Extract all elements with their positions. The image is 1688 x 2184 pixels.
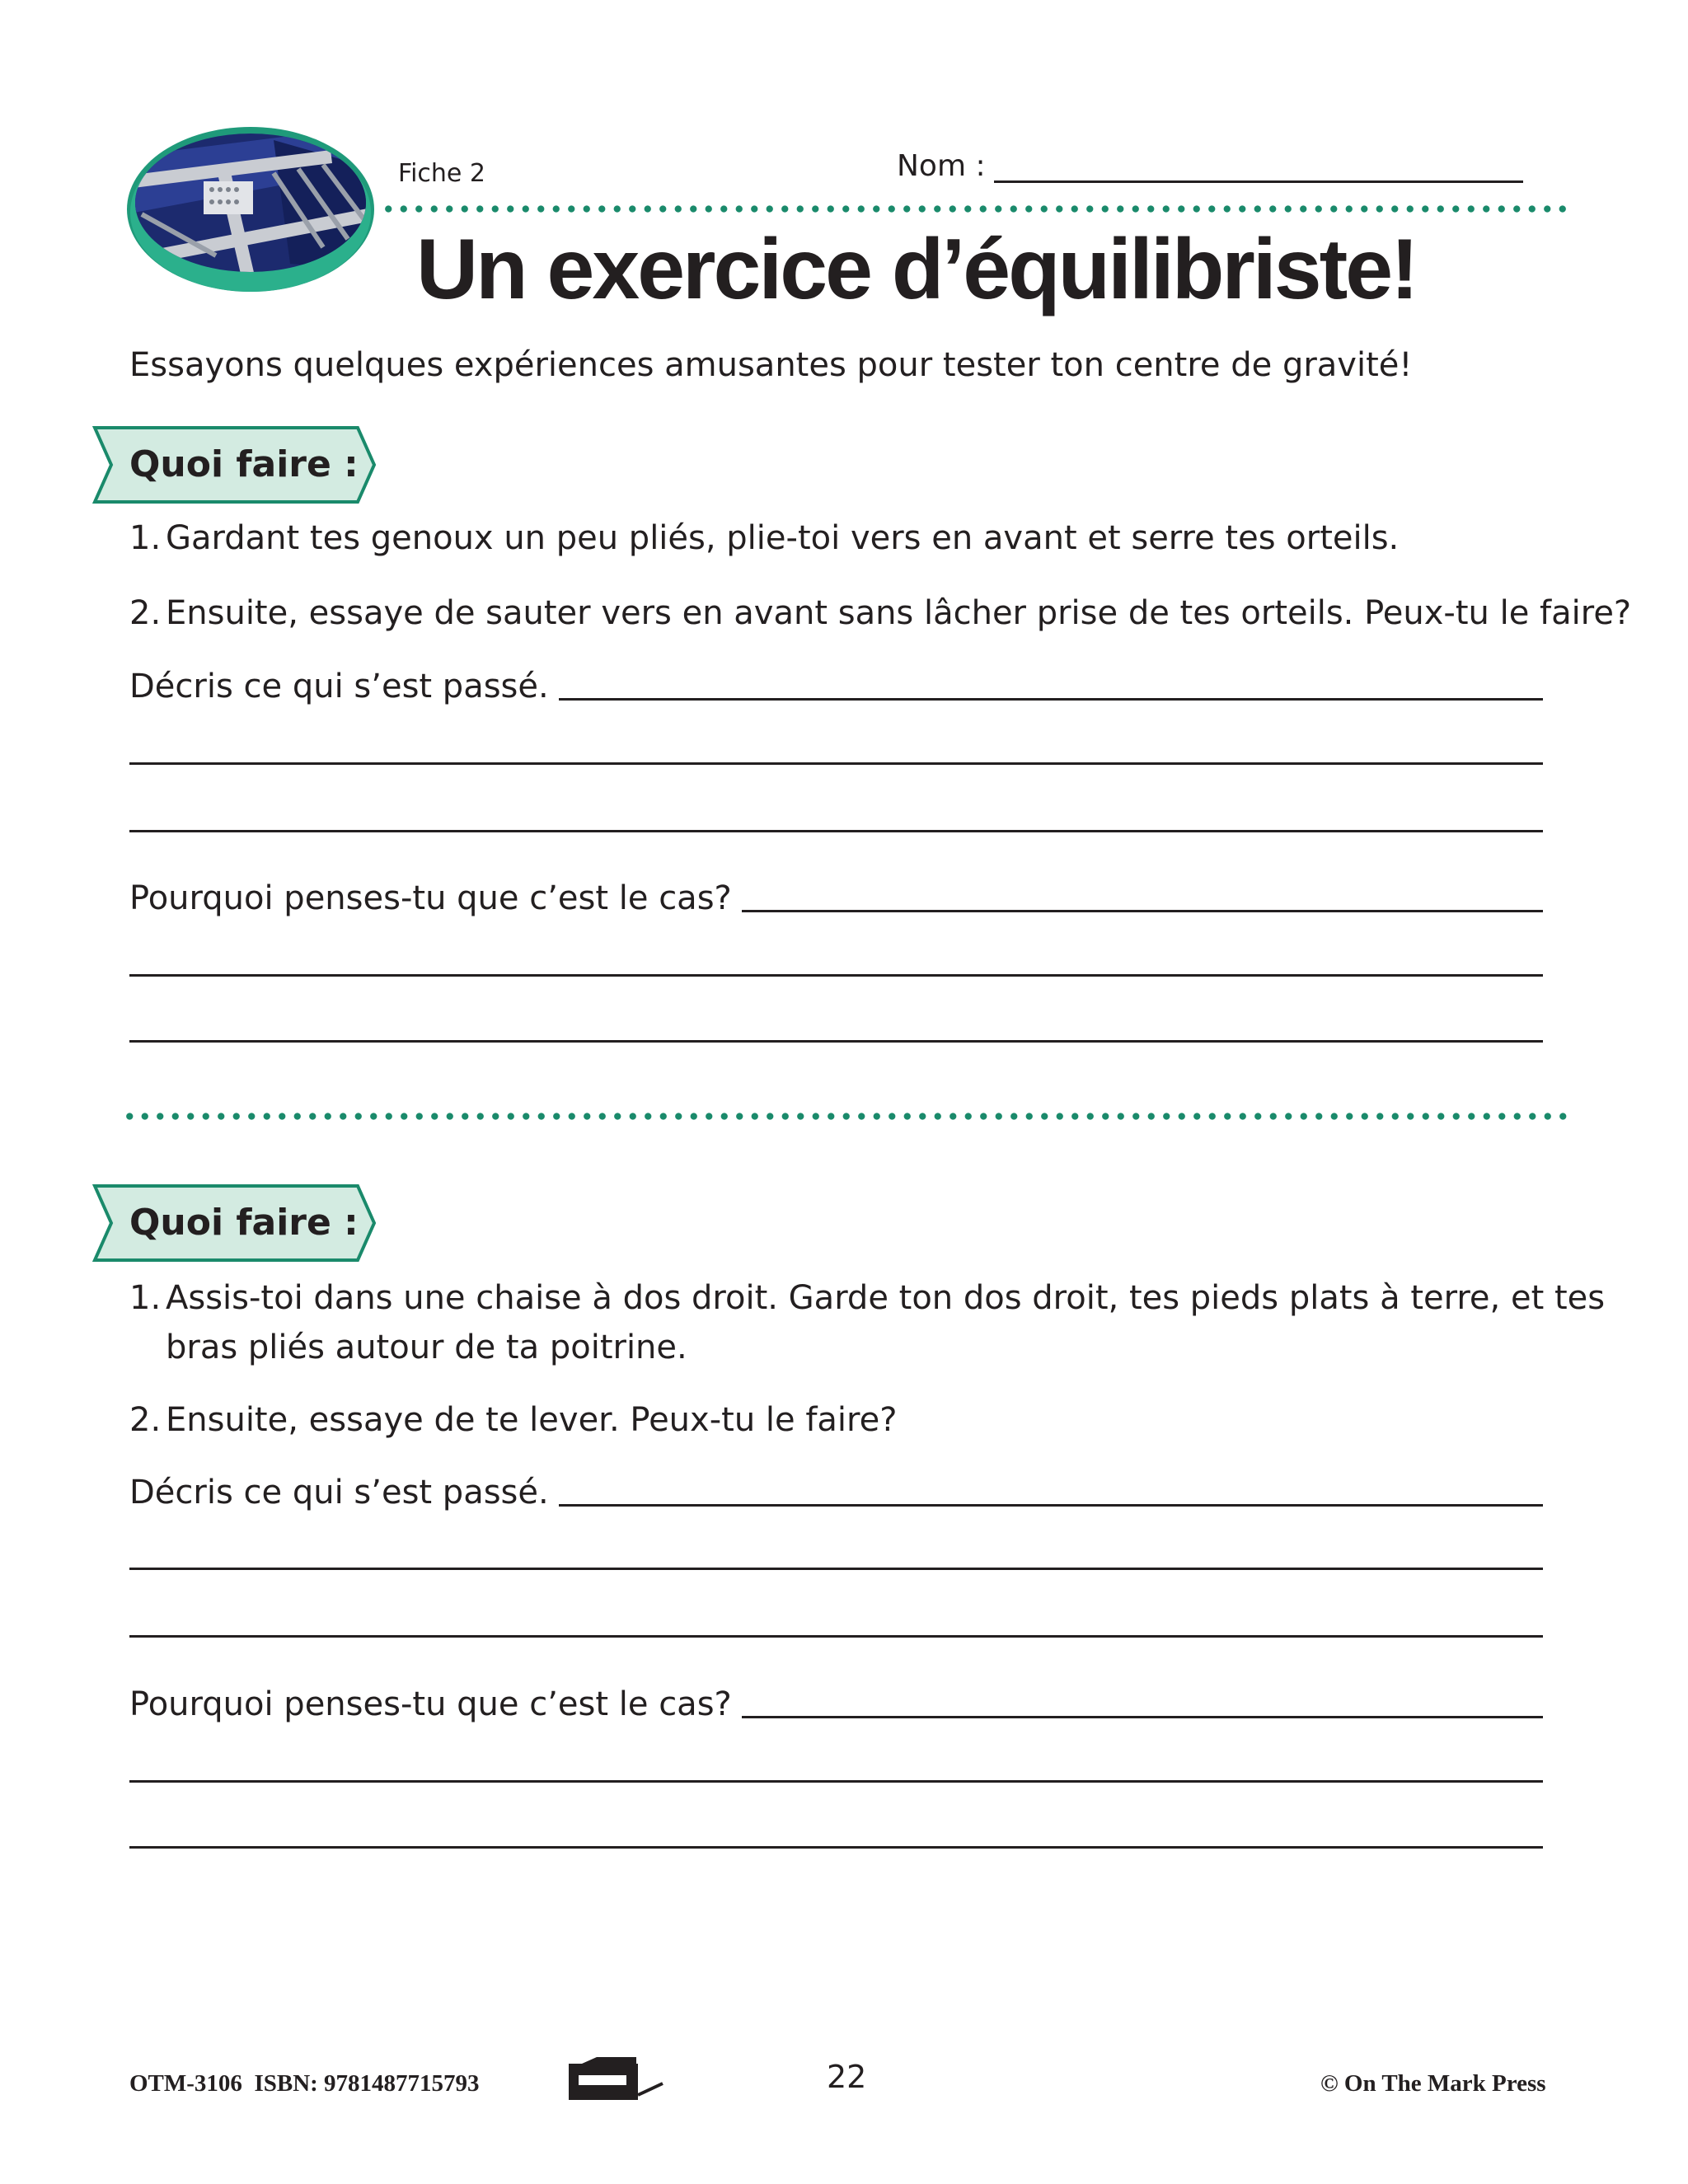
answer-line[interactable] (129, 1040, 1543, 1043)
describe-answer-field[interactable] (129, 663, 1543, 705)
product-code: OTM-3106 (129, 2070, 242, 2097)
step-number: 1. (129, 1279, 162, 1317)
copyright: © On The Mark Press (1320, 2070, 1546, 2097)
answer-line[interactable] (742, 910, 1543, 912)
answer-line[interactable] (559, 698, 1543, 701)
step-text: Gardant tes genoux un peu pliés, plie-toi vers en avant et serre tes orteils. (166, 519, 1400, 557)
page-title: Un exercice d’équilibriste! (416, 222, 1417, 317)
sheet-label: Fiche 2 (398, 159, 485, 188)
step-number: 2. (129, 1401, 162, 1439)
step-1 (129, 519, 1399, 557)
header-dotted-divider (381, 205, 1568, 213)
step-1 (129, 1279, 1605, 1317)
answer-line[interactable] (129, 1846, 1543, 1849)
section-heading: Quoi faire : (129, 443, 359, 485)
answer-line[interactable] (742, 1716, 1543, 1718)
step-number: 2. (129, 594, 162, 632)
step-1-continued: bras pliés autour de ta poitrine. (166, 1329, 687, 1366)
section-heading: Quoi faire : (129, 1202, 359, 1244)
why-prompt: Pourquoi penses-tu que c’est le cas? (129, 879, 732, 917)
footer-product-info (129, 2070, 480, 2097)
describe-prompt: Décris ce qui s’est passé. (129, 668, 549, 705)
step-2 (129, 594, 1631, 632)
isbn: ISBN: 9781487715793 (254, 2070, 480, 2097)
describe-prompt: Décris ce qui s’est passé. (129, 1474, 549, 1511)
bridge-truss-photo-icon (125, 124, 389, 305)
name-label: Nom : (897, 149, 986, 183)
answer-line[interactable] (129, 1568, 1543, 1570)
step-text: Assis-toi dans une chaise à dos droit. Garde ton dos droit, tes pieds plats à terre, et tes (166, 1279, 1606, 1317)
name-field[interactable] (897, 149, 1523, 183)
photocopier-icon (567, 2057, 664, 2105)
step-text: Ensuite, essaye de sauter vers en avant sans lâcher prise de tes orteils. Peux-tu le faire? (166, 594, 1632, 632)
answer-line[interactable] (559, 1504, 1543, 1507)
answer-line[interactable] (129, 762, 1543, 765)
answer-line[interactable] (129, 974, 1543, 977)
describe-answer-field[interactable] (129, 1469, 1543, 1511)
why-answer-field[interactable] (129, 1680, 1543, 1723)
why-prompt: Pourquoi penses-tu que c’est le cas? (129, 1685, 732, 1723)
answer-line[interactable] (129, 1635, 1543, 1638)
answer-line[interactable] (129, 830, 1543, 832)
intro-text: Essayons quelques expériences amusantes pour tester ton centre de gravité! (129, 346, 1413, 384)
section-heading-tag (92, 425, 377, 504)
why-answer-field[interactable] (129, 874, 1543, 917)
step-2 (129, 1401, 897, 1439)
section-heading-tag (92, 1183, 377, 1263)
section-dotted-divider (122, 1113, 1568, 1120)
step-number: 1. (129, 519, 162, 557)
answer-line[interactable] (129, 1780, 1543, 1783)
step-text: Ensuite, essaye de te lever. Peux-tu le faire? (166, 1401, 898, 1439)
page-number: 22 (827, 2059, 867, 2095)
name-blank-line[interactable] (994, 151, 1523, 183)
